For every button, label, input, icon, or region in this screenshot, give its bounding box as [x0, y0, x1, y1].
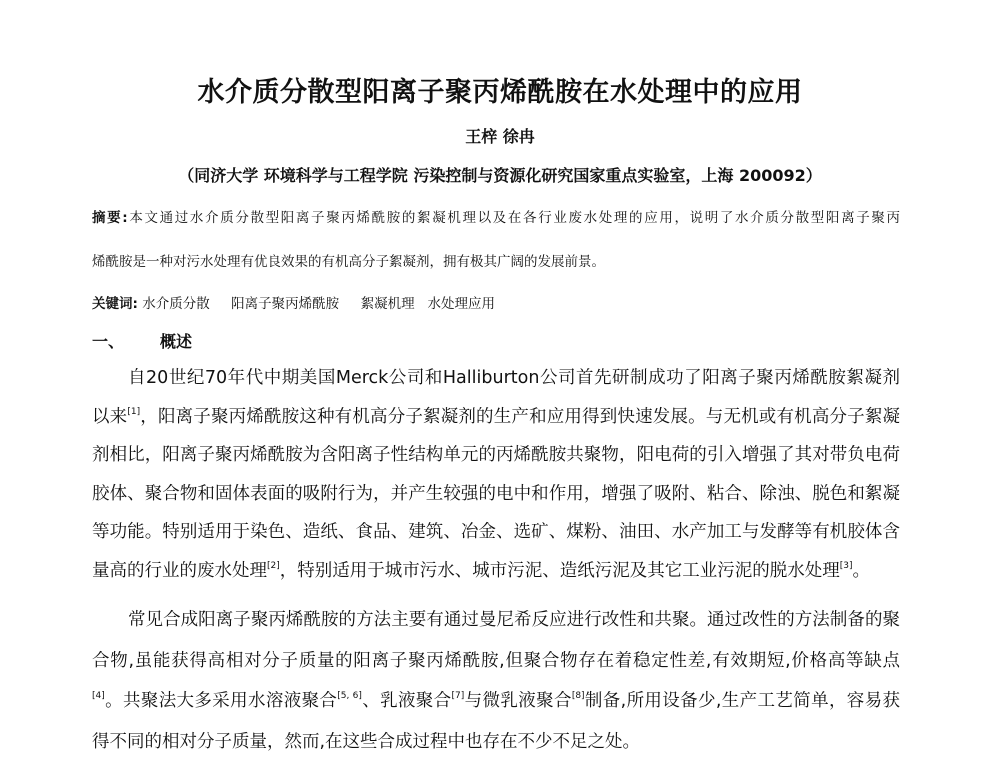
authors: 王梓 徐冉 — [0, 124, 1000, 147]
paragraph — [92, 366, 900, 598]
paragraph — [92, 608, 900, 770]
text-run: 量高的行业的废水处理 — [92, 561, 267, 581]
text-run: 等功能。特别适用于染色、造纸、食品、建筑、冶金、选矿、煤粉、油田、水产加工与发酵等有机胶体含 — [92, 522, 900, 542]
text-run: 、乳液聚合 — [362, 691, 452, 711]
text-run: 与微乳液聚合 — [464, 691, 572, 711]
text-run: 合物,虽能获得高相对分子质量的阳离子聚丙烯酰胺,但聚合物存在着稳定性差,有效期短,价格高等缺点 — [92, 651, 900, 671]
abstract — [92, 208, 900, 296]
text-run: 。 — [853, 561, 871, 581]
citation-ref: [1] — [127, 407, 140, 417]
citation-ref: [5, 6] — [337, 691, 362, 701]
text-run: 得不同的相对分子质量，然而,在这些合成过程中也存在不少不足之处。 — [92, 732, 640, 752]
keyword: 阳离子聚丙烯酰胺 — [231, 296, 339, 312]
citation-ref: [3] — [840, 561, 853, 571]
text-run: 剂相比，阳离子聚丙烯酰胺为含阳离子性结构单元的丙烯酰胺共聚物，阳电荷的引入增强了其对带负电荷 — [92, 445, 900, 465]
keywords-label: 关键词: — [92, 296, 138, 312]
citation-ref: [2] — [267, 561, 280, 571]
paragraph-line — [92, 730, 900, 770]
paragraph-line — [92, 366, 900, 405]
paragraph-line — [92, 608, 900, 649]
paragraph-line — [92, 482, 900, 521]
abstract-line: 烯酰胺是一种对污水处理有优良效果的有机高分子絮凝剂，拥有极其广阔的发展前景。 — [92, 252, 900, 296]
keyword: 水介质分散 — [142, 296, 210, 312]
section-number: 一、 — [92, 329, 160, 352]
keyword: 絮凝机理 — [361, 296, 415, 312]
text-run: 制备,所用设备少,生产工艺简单，容易获 — [585, 691, 900, 711]
section-heading — [92, 329, 192, 352]
citation-ref: [8] — [572, 691, 585, 701]
text-run: 自20世纪70年代中期美国Merck公司和Halliburton公司首先研制成功了阳离子聚丙烯酰胺絮凝剂 — [128, 368, 900, 388]
abstract-text: 本文通过水介质分散型阳离子聚丙烯酰胺的絮凝机理以及在各行业废水处理的应用，说明了水介质分散型阳离子聚丙 — [128, 210, 900, 226]
paragraph-line — [92, 520, 900, 559]
text-run: ，阳离子聚丙烯酰胺这种有机高分子絮凝剂的生产和应用得到快速发展。与无机或有机高分子絮凝 — [140, 407, 900, 427]
keywords — [92, 292, 495, 312]
paper-title: 水介质分散型阳离子聚丙烯酰胺在水处理中的应用 — [0, 70, 1000, 109]
paragraph-line — [92, 559, 900, 598]
keyword: 水处理应用 — [428, 296, 496, 312]
citation-ref: [4] — [92, 691, 105, 701]
text-run: ，特别适用于城市污水、城市污泥、造纸污泥及其它工业污泥的脱水处理 — [280, 561, 840, 581]
paragraph-line — [92, 405, 900, 444]
text-run: 以来 — [92, 407, 127, 427]
paragraph-line — [92, 649, 900, 690]
text-run: 常见合成阳离子聚丙烯酰胺的方法主要有通过曼尼希反应进行改性和共聚。通过改性的方法制备的聚 — [128, 610, 900, 630]
abstract-line — [92, 208, 900, 252]
section-title: 概述 — [160, 332, 192, 351]
citation-ref: [7] — [452, 691, 465, 701]
text-run: 。共聚法大多采用水溶液聚合 — [105, 691, 338, 711]
paragraph-line — [92, 689, 900, 730]
paragraph-line — [92, 443, 900, 482]
abstract-label: 摘要: — [92, 210, 128, 226]
affiliation: （同济大学 环境科学与工程学院 污染控制与资源化研究国家重点实验室，上海 200092） — [0, 163, 1000, 186]
text-run: 胶体、聚合物和固体表面的吸附行为，并产生较强的电中和作用，增强了吸附、粘合、除浊、脱色和絮凝 — [92, 484, 900, 504]
